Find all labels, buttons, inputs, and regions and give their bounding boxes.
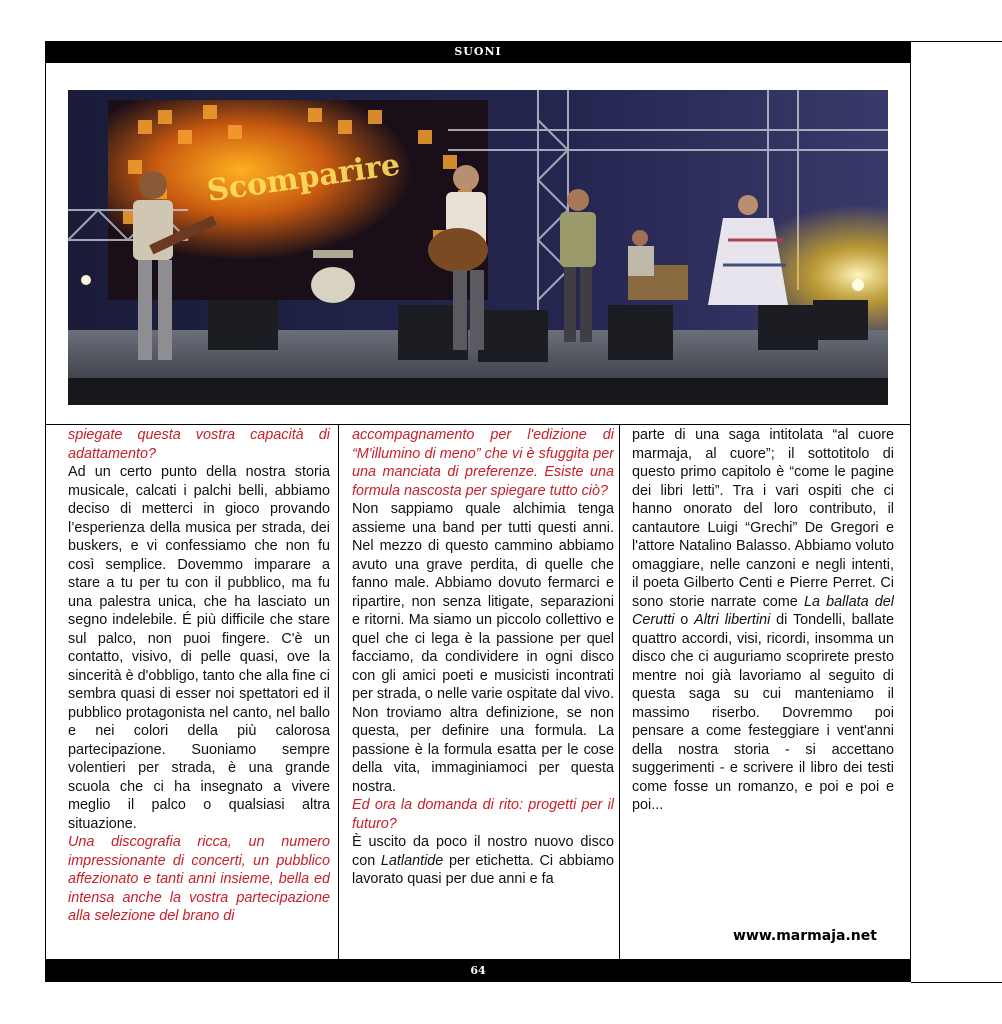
- album-title: Latlantide: [380, 852, 444, 869]
- column-divider-2: [619, 425, 620, 959]
- article-column-2: [352, 426, 614, 959]
- website-link[interactable]: www.marmaja.net: [733, 928, 877, 944]
- section-header: [45, 41, 911, 63]
- answer-text: parte di una saga intitolata “al cuore marmaja, al cuore”; il sottotitolo di questo primo capitolo è “come le pagine dei libri letti”. Tra i vari ospiti che ci hanno onorato del loro contributo, il cantautore Luigi “Grechi” De Gregori e l'attore Natalino Balasso. Abbiamo voluto omaggiare, nelle canzoni e negli intenti, il poeta Gilberto Centi e Pierre Perret. Ci sono storie narrate come: [632, 427, 894, 610]
- answer-text: per etichetta. Ci abbiamo lavorato quasi per due anni e fa: [352, 852, 614, 887]
- right-rule-bottom: [911, 982, 1002, 983]
- right-rule-top: [911, 41, 1002, 42]
- book-title: Altri libertini: [694, 612, 771, 628]
- section-title: SUONI: [454, 45, 502, 58]
- concert-photo-illustration: [68, 90, 888, 405]
- interview-question: Ed ora la domanda di rito: progetti per il futuro?: [352, 797, 614, 832]
- page-number: 64: [470, 964, 486, 977]
- column-divider-1: [338, 425, 339, 959]
- answer-text: È uscito da poco il nostro nuovo disco con: [352, 834, 614, 869]
- interview-answer: Non sappiamo quale alchimia tenga assieme una band per tutti questi anni. Nel mezzo di questo cammino abbiamo avuto una grave perdita, di quelle che fanno male. Abbiamo dovuto fermarci e ripartire, non senza litigate, separazioni e ritorni. Ma siamo un piccolo collettivo e quel che ci lega è la passione per quel facciamo, da condividere in ogni disco con gli amici poeti e musicisti incontrati per strada, o nelle varie ospitate dal vivo. Non troviamo altra definizione, se non questa, per definire una formula. La passione è la formula esatta per le cose della vita, immaginiamoci per questa nostra.: [352, 501, 614, 795]
- concert-photo: [68, 90, 888, 405]
- article-column-3: [632, 426, 894, 959]
- interview-answer-continued: [632, 426, 894, 815]
- answer-text: o: [674, 612, 695, 628]
- interview-answer: Ad un certo punto della nostra storia musicale, calcati i palchi belli, abbiamo deciso di metterci in gioco provando l’esperienza della musica per strada, dei buskers, e vi confessiamo che non fu così semplice. Dovemmo imparare a stare a tu per tu con il pubblico, ma fu una palestra unica, che ha lasciato un segno indelebile. É più difficile che stare sul palco, non puoi fingere. C'è un contatto, visivo, di pelle quasi, ove la sincerità è d'obbligo, tanto che alla fine ci sembra quasi di esser noi spettatori ed il pubblico protagonista nel canto, nel ballo e nei colori della più calorosa partecipazione. Suoniamo sempre volentieri per strada, è una grande scuola che ci ha insegnato a vivere meglio il palco o qualsiasi altra situazione.: [68, 464, 330, 832]
- interview-question: spiegate questa vostra capacità di adattamento?: [68, 427, 330, 462]
- banner-text: Scomparire: [205, 147, 403, 210]
- article-column-1: [68, 426, 330, 959]
- song-title: La ballata del Cerutti: [632, 593, 894, 628]
- answer-text: di Tondelli, ballate quattro accordi, visi, ricordi, insomma un disco che ci auguriamo scoprirete presto mentre noi già lavoriamo al seguito di questa saga su cui manteniamo il massimo riserbo. Dovremmo poi pensare a come festeggiare i vent'anni della nostra storia - si accettano suggerimenti - e scrivere il libro dei testi come fosse un romanzo, e poi e poi e poi...: [632, 612, 894, 813]
- page-footer: [45, 959, 911, 982]
- interview-question-continued: accompagnamento per l'edizione di “M'illumino di meno” che vi è sfuggita per una manciata di preferenze. Esiste una formula nascosta per spiegare tutto ciò?: [352, 427, 614, 499]
- interview-answer: [352, 833, 614, 889]
- interview-question: Una discografia ricca, un numero impressionante di concerti, un pubblico affezionato e tanti anni insieme, bella ed intensa anche la vostra partecipazione alla selezione del brano di: [68, 834, 330, 924]
